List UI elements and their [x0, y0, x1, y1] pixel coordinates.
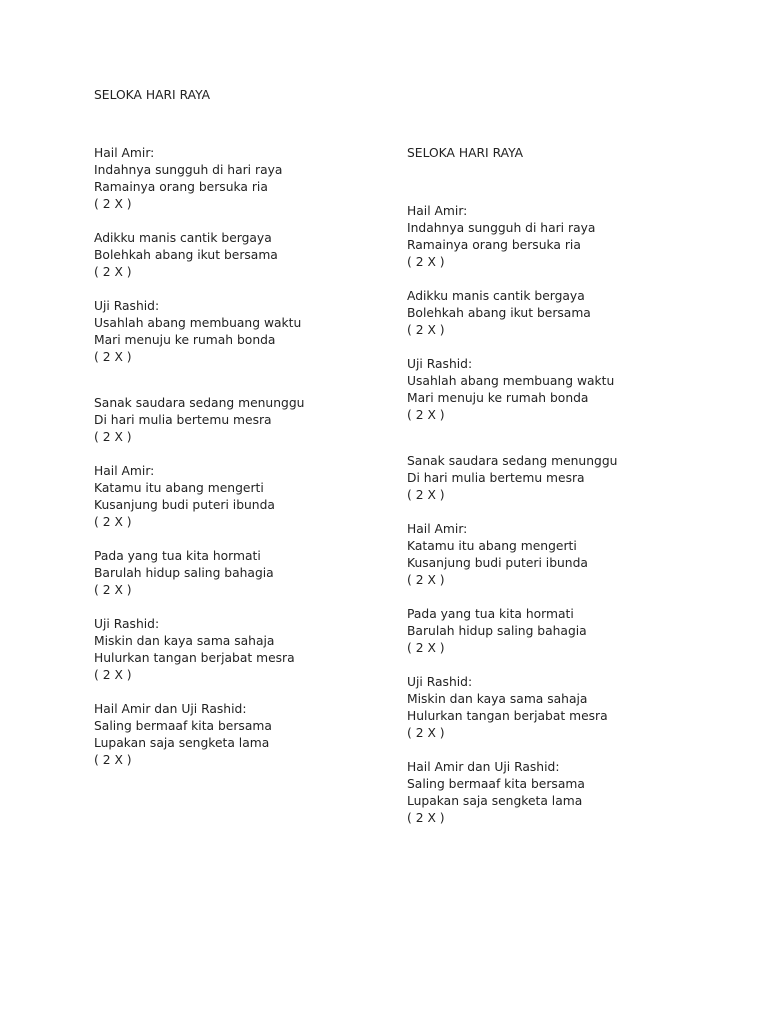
- lyric-line: ( 2 X ): [94, 668, 132, 682]
- lyric-line: Barulah hidup saling bahagia: [407, 624, 587, 638]
- lyric-line: ( 2 X ): [407, 408, 445, 422]
- lyric-line: Miskin dan kaya sama sahaja: [407, 692, 588, 706]
- stanza: [94, 616, 414, 684]
- lyric-line: Di hari mulia bertemu mesra: [407, 471, 585, 485]
- stanza: [407, 356, 727, 424]
- lyric-line: Usahlah abang membuang waktu: [94, 316, 302, 330]
- stanza: [94, 701, 414, 769]
- lyric-line: Hulurkan tangan berjabat mesra: [407, 709, 608, 723]
- lyric-line: Mari menuju ke rumah bonda: [94, 333, 276, 347]
- lyric-line: Pada yang tua kita hormati: [407, 607, 574, 621]
- stanza: [94, 463, 414, 531]
- lyric-line: ( 2 X ): [407, 811, 445, 825]
- speaker-label: Uji Rashid:: [94, 617, 160, 631]
- lyric-line: Lupakan saja sengketa lama: [94, 736, 270, 750]
- speaker-label: Hail Amir:: [407, 522, 468, 536]
- stanza-list-copy: [407, 203, 727, 827]
- speaker-label: Uji Rashid:: [94, 299, 160, 313]
- lyric-line: Ramainya orang bersuka ria: [407, 238, 581, 252]
- lyric-line: ( 2 X ): [407, 488, 445, 502]
- speaker-label: Hail Amir:: [94, 464, 155, 478]
- document-title: SELOKA HARI RAYA: [94, 88, 211, 102]
- lyric-line: Kusanjung budi puteri ibunda: [94, 498, 275, 512]
- stanza: [407, 453, 727, 504]
- stanza: [94, 145, 414, 213]
- speaker-label: Hail Amir:: [407, 204, 468, 218]
- lyric-line: Sanak saudara sedang menunggu: [94, 396, 305, 410]
- lyric-line: ( 2 X ): [94, 753, 132, 767]
- lyric-line: Ramainya orang bersuka ria: [94, 180, 268, 194]
- lyric-line: ( 2 X ): [94, 197, 132, 211]
- lyric-line: Barulah hidup saling bahagia: [94, 566, 274, 580]
- lyrics-column-left: [94, 87, 414, 769]
- stanza: [407, 674, 727, 742]
- document-title-copy: SELOKA HARI RAYA: [407, 146, 524, 160]
- lyric-line: Katamu itu abang mengerti: [94, 481, 264, 495]
- speaker-label: Uji Rashid:: [407, 675, 473, 689]
- lyric-line: Bolehkah abang ikut bersama: [94, 248, 278, 262]
- lyric-line: Katamu itu abang mengerti: [407, 539, 577, 553]
- lyric-line: Lupakan saja sengketa lama: [407, 794, 583, 808]
- lyric-line: ( 2 X ): [94, 350, 132, 364]
- lyric-line: Di hari mulia bertemu mesra: [94, 413, 272, 427]
- lyric-line: Kusanjung budi puteri ibunda: [407, 556, 588, 570]
- stanza: [407, 203, 727, 271]
- speaker-label: Hail Amir dan Uji Rashid:: [407, 760, 560, 774]
- stanza: [94, 395, 414, 446]
- lyric-line: Indahnya sungguh di hari raya: [94, 163, 283, 177]
- speaker-label: Uji Rashid:: [407, 357, 473, 371]
- stanza: [94, 548, 414, 599]
- lyric-line: Adikku manis cantik bergaya: [407, 289, 585, 303]
- lyric-line: ( 2 X ): [94, 430, 132, 444]
- lyrics-column-right: [407, 145, 727, 827]
- lyric-line: ( 2 X ): [407, 573, 445, 587]
- lyric-line: Miskin dan kaya sama sahaja: [94, 634, 275, 648]
- lyric-line: ( 2 X ): [94, 265, 132, 279]
- lyric-line: ( 2 X ): [407, 255, 445, 269]
- lyric-line: Saling bermaaf kita bersama: [94, 719, 272, 733]
- lyric-line: Bolehkah abang ikut bersama: [407, 306, 591, 320]
- speaker-label: Hail Amir:: [94, 146, 155, 160]
- lyric-line: ( 2 X ): [94, 515, 132, 529]
- stanza: [407, 606, 727, 657]
- lyric-line: Mari menuju ke rumah bonda: [407, 391, 589, 405]
- lyric-line: ( 2 X ): [407, 323, 445, 337]
- stanza-list: [94, 145, 414, 769]
- speaker-label: Hail Amir dan Uji Rashid:: [94, 702, 247, 716]
- lyric-line: Adikku manis cantik bergaya: [94, 231, 272, 245]
- lyric-line: Pada yang tua kita hormati: [94, 549, 261, 563]
- lyric-line: Indahnya sungguh di hari raya: [407, 221, 596, 235]
- lyric-line: Sanak saudara sedang menunggu: [407, 454, 618, 468]
- stanza: [407, 759, 727, 827]
- lyric-line: ( 2 X ): [407, 641, 445, 655]
- stanza: [407, 288, 727, 339]
- stanza: [94, 230, 414, 281]
- lyric-line: Saling bermaaf kita bersama: [407, 777, 585, 791]
- lyric-line: ( 2 X ): [407, 726, 445, 740]
- stanza: [407, 521, 727, 589]
- lyric-line: ( 2 X ): [94, 583, 132, 597]
- lyric-line: Usahlah abang membuang waktu: [407, 374, 615, 388]
- lyric-line: Hulurkan tangan berjabat mesra: [94, 651, 295, 665]
- stanza: [94, 298, 414, 366]
